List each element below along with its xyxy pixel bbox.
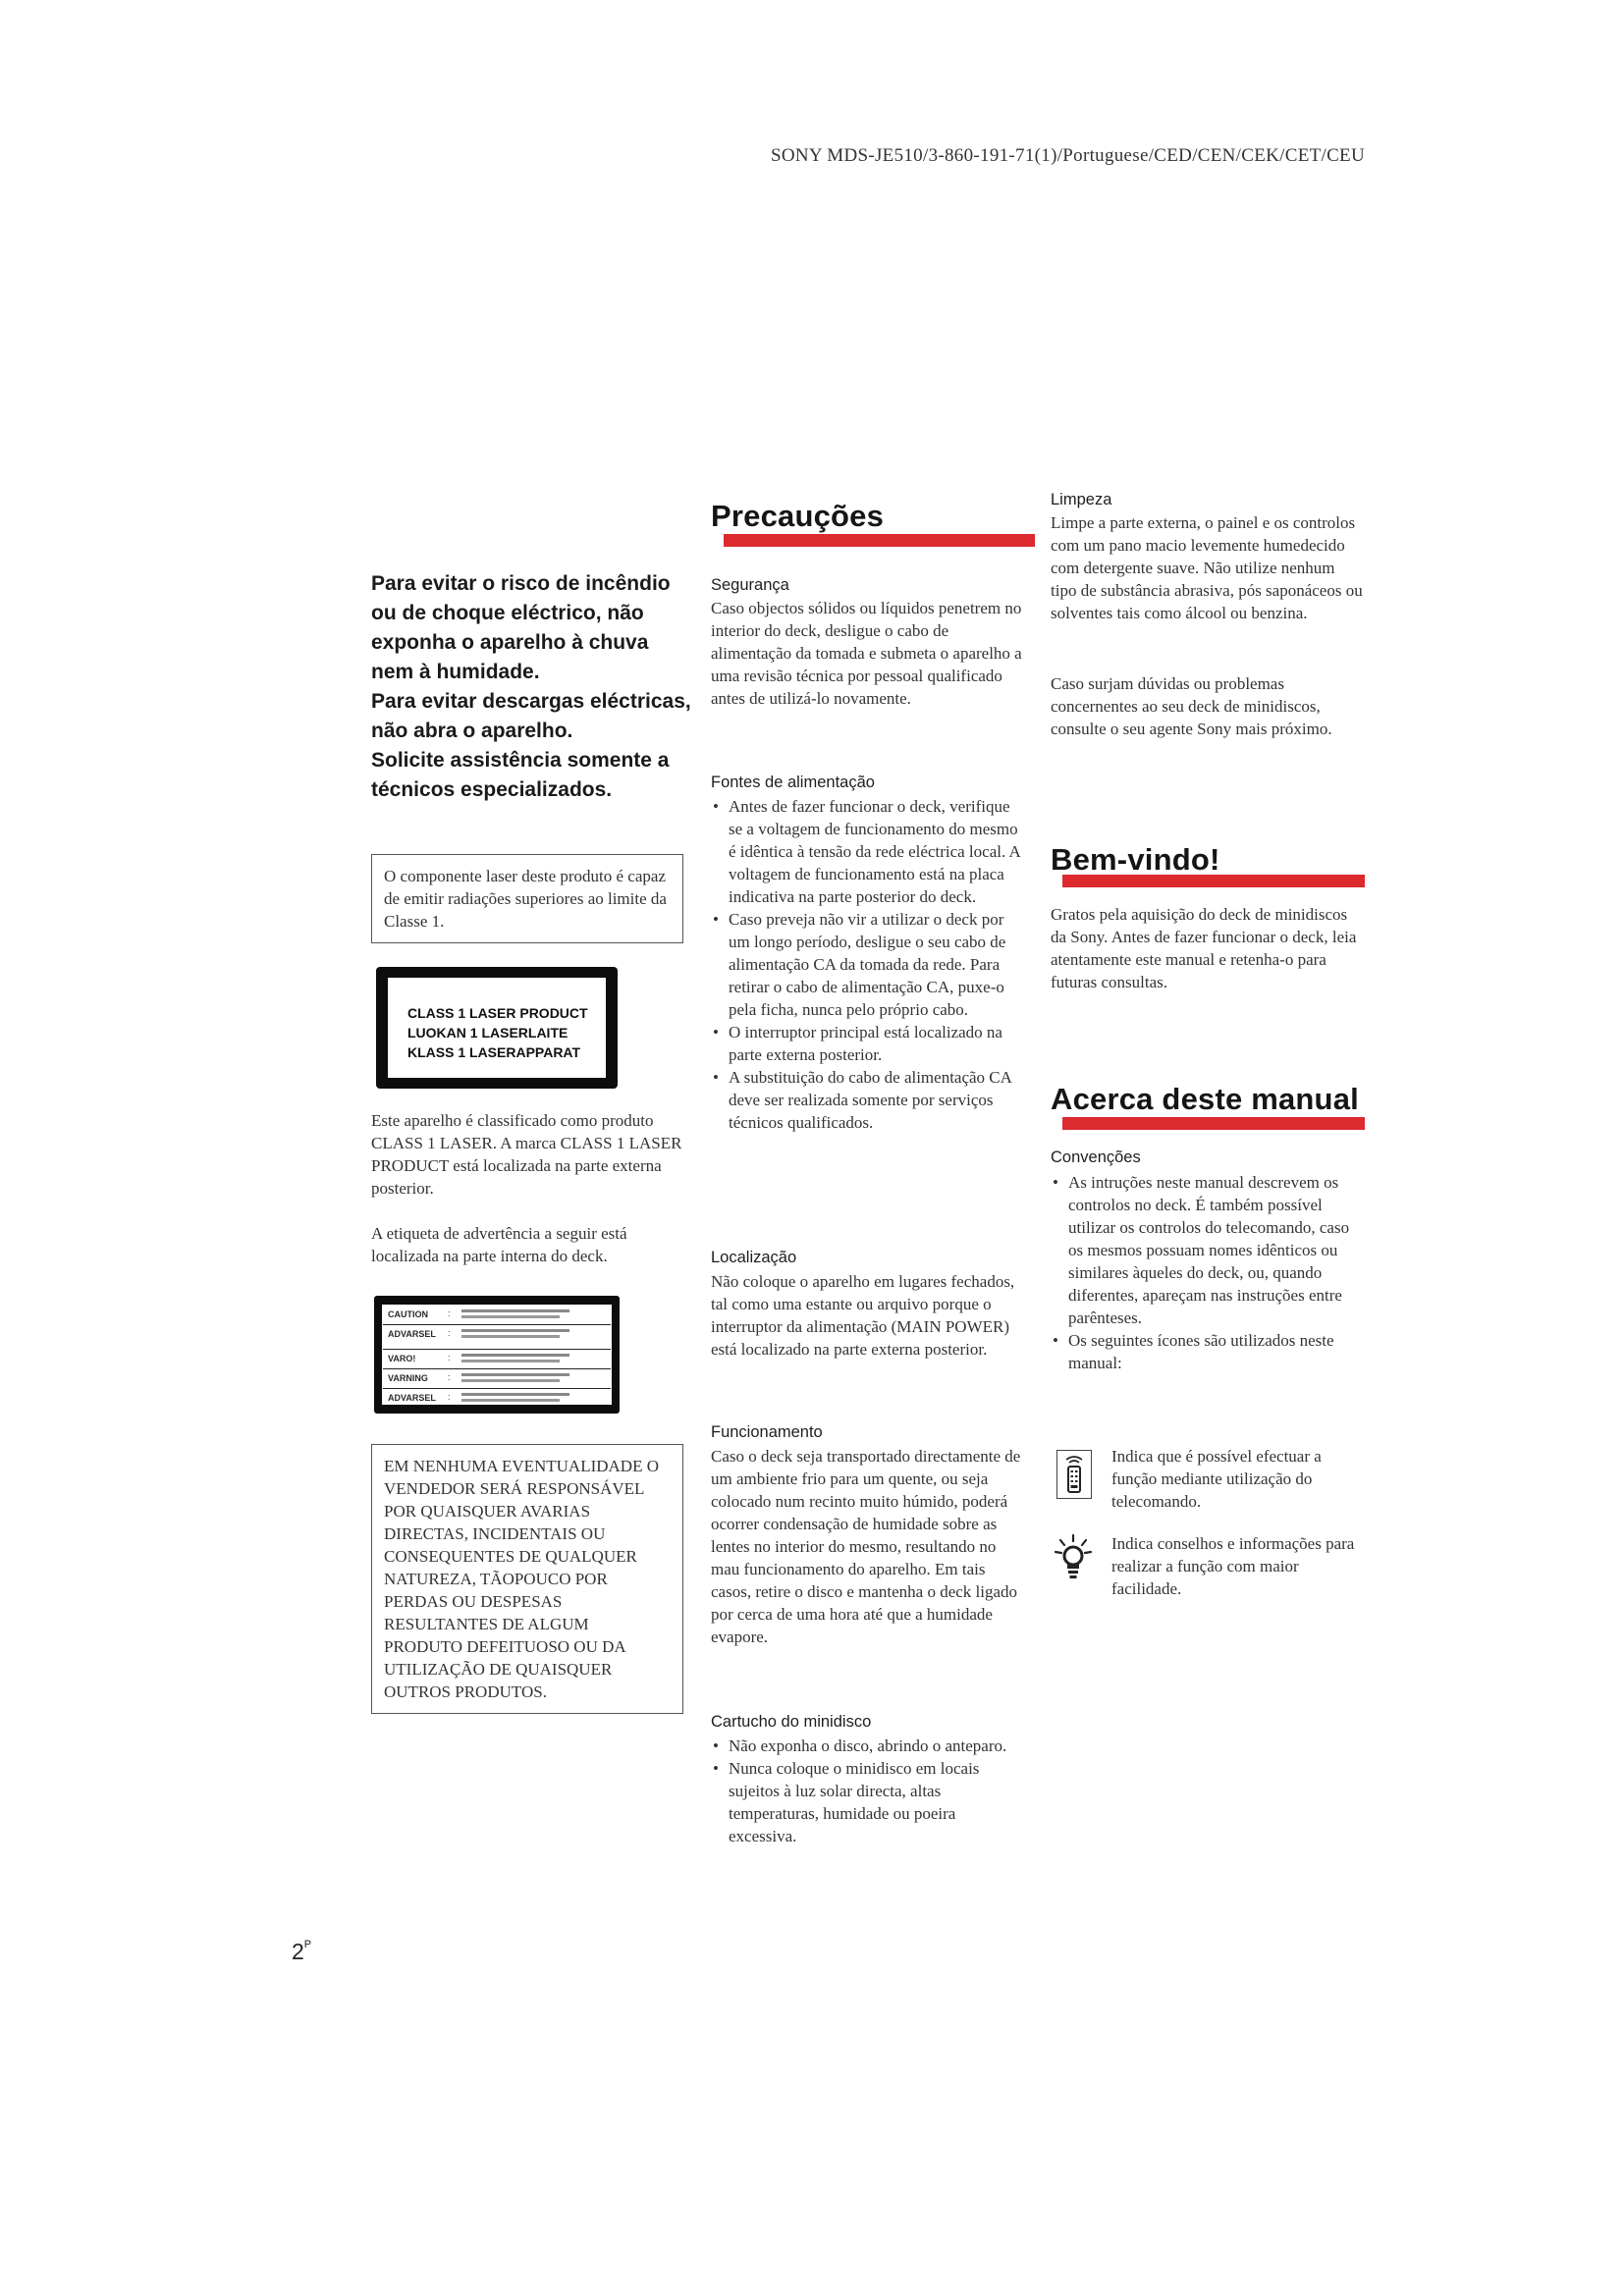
list-item: • Os seguintes ícones são utilizados neste manual: [1051, 1329, 1365, 1374]
icon1-description: Indica que é possível efectuar a função mediante utilização do telecomando. [1111, 1447, 1322, 1511]
warning-label-row: CAUTION : [383, 1306, 611, 1325]
bemvindo-heading-block [1051, 842, 1365, 891]
subtitle-localizacao: Localização [711, 1249, 797, 1266]
page-number-value: 2 [292, 1939, 304, 1964]
list-item: • As intruções neste manual descrevem os controlos no deck. É também possível utilizar os controlos do telecomando, caso os mesmos possuam nomes idênticos ou similares àqueles do deck, ou, quando diferentes, apareçam nas instruções entre parênteses. [1051, 1171, 1365, 1329]
subtitle-seguranca: Segurança [711, 576, 789, 594]
section-title-bemvindo: Bem-vindo! [1051, 842, 1220, 877]
icon2-description: Indica conselhos e informações para realizar a função com maior facilidade. [1111, 1534, 1355, 1598]
list-item: • Antes de fazer funcionar o deck, verifique se a voltagem de funcionamento do mesmo é idêntica à tensão da rede eléctrica local. A voltagem de funcionamento está na placa indicativa na parte posterior do deck. [711, 795, 1023, 908]
warning-label-row: ADVARSEL : [383, 1325, 611, 1350]
list-item: • Nunca coloque o minidisco em locais sujeitos à luz solar directa, altas temperaturas, humidade ou poeira excessiva. [711, 1757, 1023, 1847]
subtitle-funcionamento: Funcionamento [711, 1423, 823, 1441]
warning-label-key: ADVARSEL [388, 1329, 436, 1339]
class-laser-paragraph: Este aparelho é classificado como produto CLASS 1 LASER. A marca CLASS 1 LASER PRODUCT está localizada na parte externa posterior. [371, 1111, 682, 1198]
document-header: SONY MDS-JE510/3-860-191-71(1)/Portuguese/CED/CEN/CEK/CET/CEU [771, 145, 1365, 166]
warning-label-key: VARNING [388, 1373, 428, 1383]
class1-laser-label [376, 967, 618, 1089]
funcionamento-text: Caso o deck seja transportado directamente de um ambiente frio para um quente, ou seja colocado num recinto muito húmido, poderá ocorrer condensação de humidade sobre as lentes no interior do mesmo, resultando no mau funcionamento do aparelho. Em tais casos, retire o disco e mantenha o deck ligado por cerca de uma hora até que a humidade evapore. [711, 1447, 1021, 1646]
warning-label-key: VARO! [388, 1354, 416, 1363]
heading-accent-bar [724, 534, 1035, 547]
laser-notice-box: O componente laser deste produto é capaz de emitir radiações superiores ao limite da Classe 1. [371, 854, 683, 943]
label-location-paragraph: A etiqueta de advertência a seguir está localizada na parte interna do deck. [371, 1224, 627, 1265]
warning-fire: Para evitar o risco de incêndio ou de choque eléctrico, não exponha o aparelho à chuva nem à humidade. [371, 572, 671, 683]
localizacao-text: Não coloque o aparelho em lugares fechados, tal como uma estante ou arquivo porque o interruptor da alimentação (MAIN POWER) está localizado na parte externa posterior. [711, 1272, 1015, 1359]
warning-label-image [374, 1296, 620, 1414]
bemvindo-text: Gratos pela aquisição do deck de minidiscos da Sony. Antes de fazer funcionar o deck, leia atentamente este manual e retenha-o para futuras consultas. [1051, 905, 1357, 991]
convencoes-list [1051, 1171, 1365, 1374]
page-number [292, 1939, 311, 1965]
limpeza-contact-text: Caso surjam dúvidas ou problemas concernentes ao seu deck de minidiscos, consulte o seu agente Sony mais próximo. [1051, 674, 1332, 738]
warning-label-row: VARO! : [383, 1350, 611, 1369]
laser-label-line: CLASS 1 LASER PRODUCT [407, 1005, 588, 1021]
subtitle-limpeza: Limpeza [1051, 491, 1112, 508]
section-title-precaucoes: Precauções [711, 499, 885, 533]
list-item: • Não exponha o disco, abrindo o anteparo. [711, 1735, 1023, 1757]
heading-accent-bar [1062, 1117, 1365, 1130]
fontes-list [711, 795, 1023, 1134]
liability-disclaimer-box: EM NENHUMA EVENTUALIDADE O VENDEDOR SERÁ RESPONSÁVEL POR QUAISQUER AVARIAS DIRECTAS, INCIDENTAIS OU CONSEQUENTES DE QUALQUER NATUREZA, TÃOPOUCO POR PERDAS OU DESPESAS RESULTANTES DE ALGUM PRODUTO DEFEITUOSO OU DA UTILIZAÇÃO DE QUAISQUER OUTROS PRODUTOS. [371, 1444, 683, 1714]
safety-warning [371, 569, 695, 805]
precaucoes-heading-block [711, 499, 1025, 548]
acerca-heading-block [1051, 1082, 1365, 1131]
warning-label-key: CAUTION [388, 1309, 428, 1319]
section-title-acerca: Acerca deste manual [1051, 1082, 1359, 1116]
list-item: • A substituição do cabo de alimentação CA deve ser realizada somente por serviços técnicos qualificados. [711, 1066, 1023, 1134]
subtitle-fontes-alimentacao: Fontes de alimentação [711, 774, 875, 791]
page-number-suffix: P [303, 1939, 312, 1951]
limpeza-text: Limpe a parte externa, o painel e os controlos com um pano macio levemente humedecido com detergente suave. Não utilize nenhum tipo de substância abrasiva, pós saponáceos ou solventes tais como álcool ou benzina. [1051, 513, 1363, 622]
warning-shock: Para evitar descargas eléctricas, não abra o aparelho. [371, 690, 691, 742]
subtitle-cartucho: Cartucho do minidisco [711, 1713, 872, 1731]
warning-label-row: ADVARSEL : [383, 1389, 611, 1408]
seguranca-text: Caso objectos sólidos ou líquidos penetrem no interior do deck, desligue o cabo de alimentação da tomada e submeta o aparelho a uma revisão técnica por pessoal qualificado antes de utilizá-lo novamente. [711, 599, 1022, 708]
list-item: • O interruptor principal está localizado na parte externa posterior. [711, 1021, 1023, 1066]
lightbulb-tips-icon [1053, 1533, 1094, 1580]
warning-label-row: VARNING : [383, 1369, 611, 1389]
laser-label-line: KLASS 1 LASERAPPARAT [407, 1044, 581, 1060]
cartucho-list [711, 1735, 1023, 1847]
laser-label-line: LUOKAN 1 LASERLAITE [407, 1025, 568, 1041]
subtitle-convencoes: Convenções [1051, 1148, 1141, 1166]
warning-service: Solicite assistência somente a técnicos especializados. [371, 749, 670, 801]
remote-control-icon [1056, 1450, 1092, 1499]
list-item: • Caso preveja não vir a utilizar o deck por um longo período, desligue o seu cabo de alimentação CA da tomada da rede. Para retirar o cabo de alimentação CA, puxe-o pela ficha, nunca pelo próprio cabo. [711, 908, 1023, 1021]
warning-label-key: ADVARSEL [388, 1393, 436, 1403]
